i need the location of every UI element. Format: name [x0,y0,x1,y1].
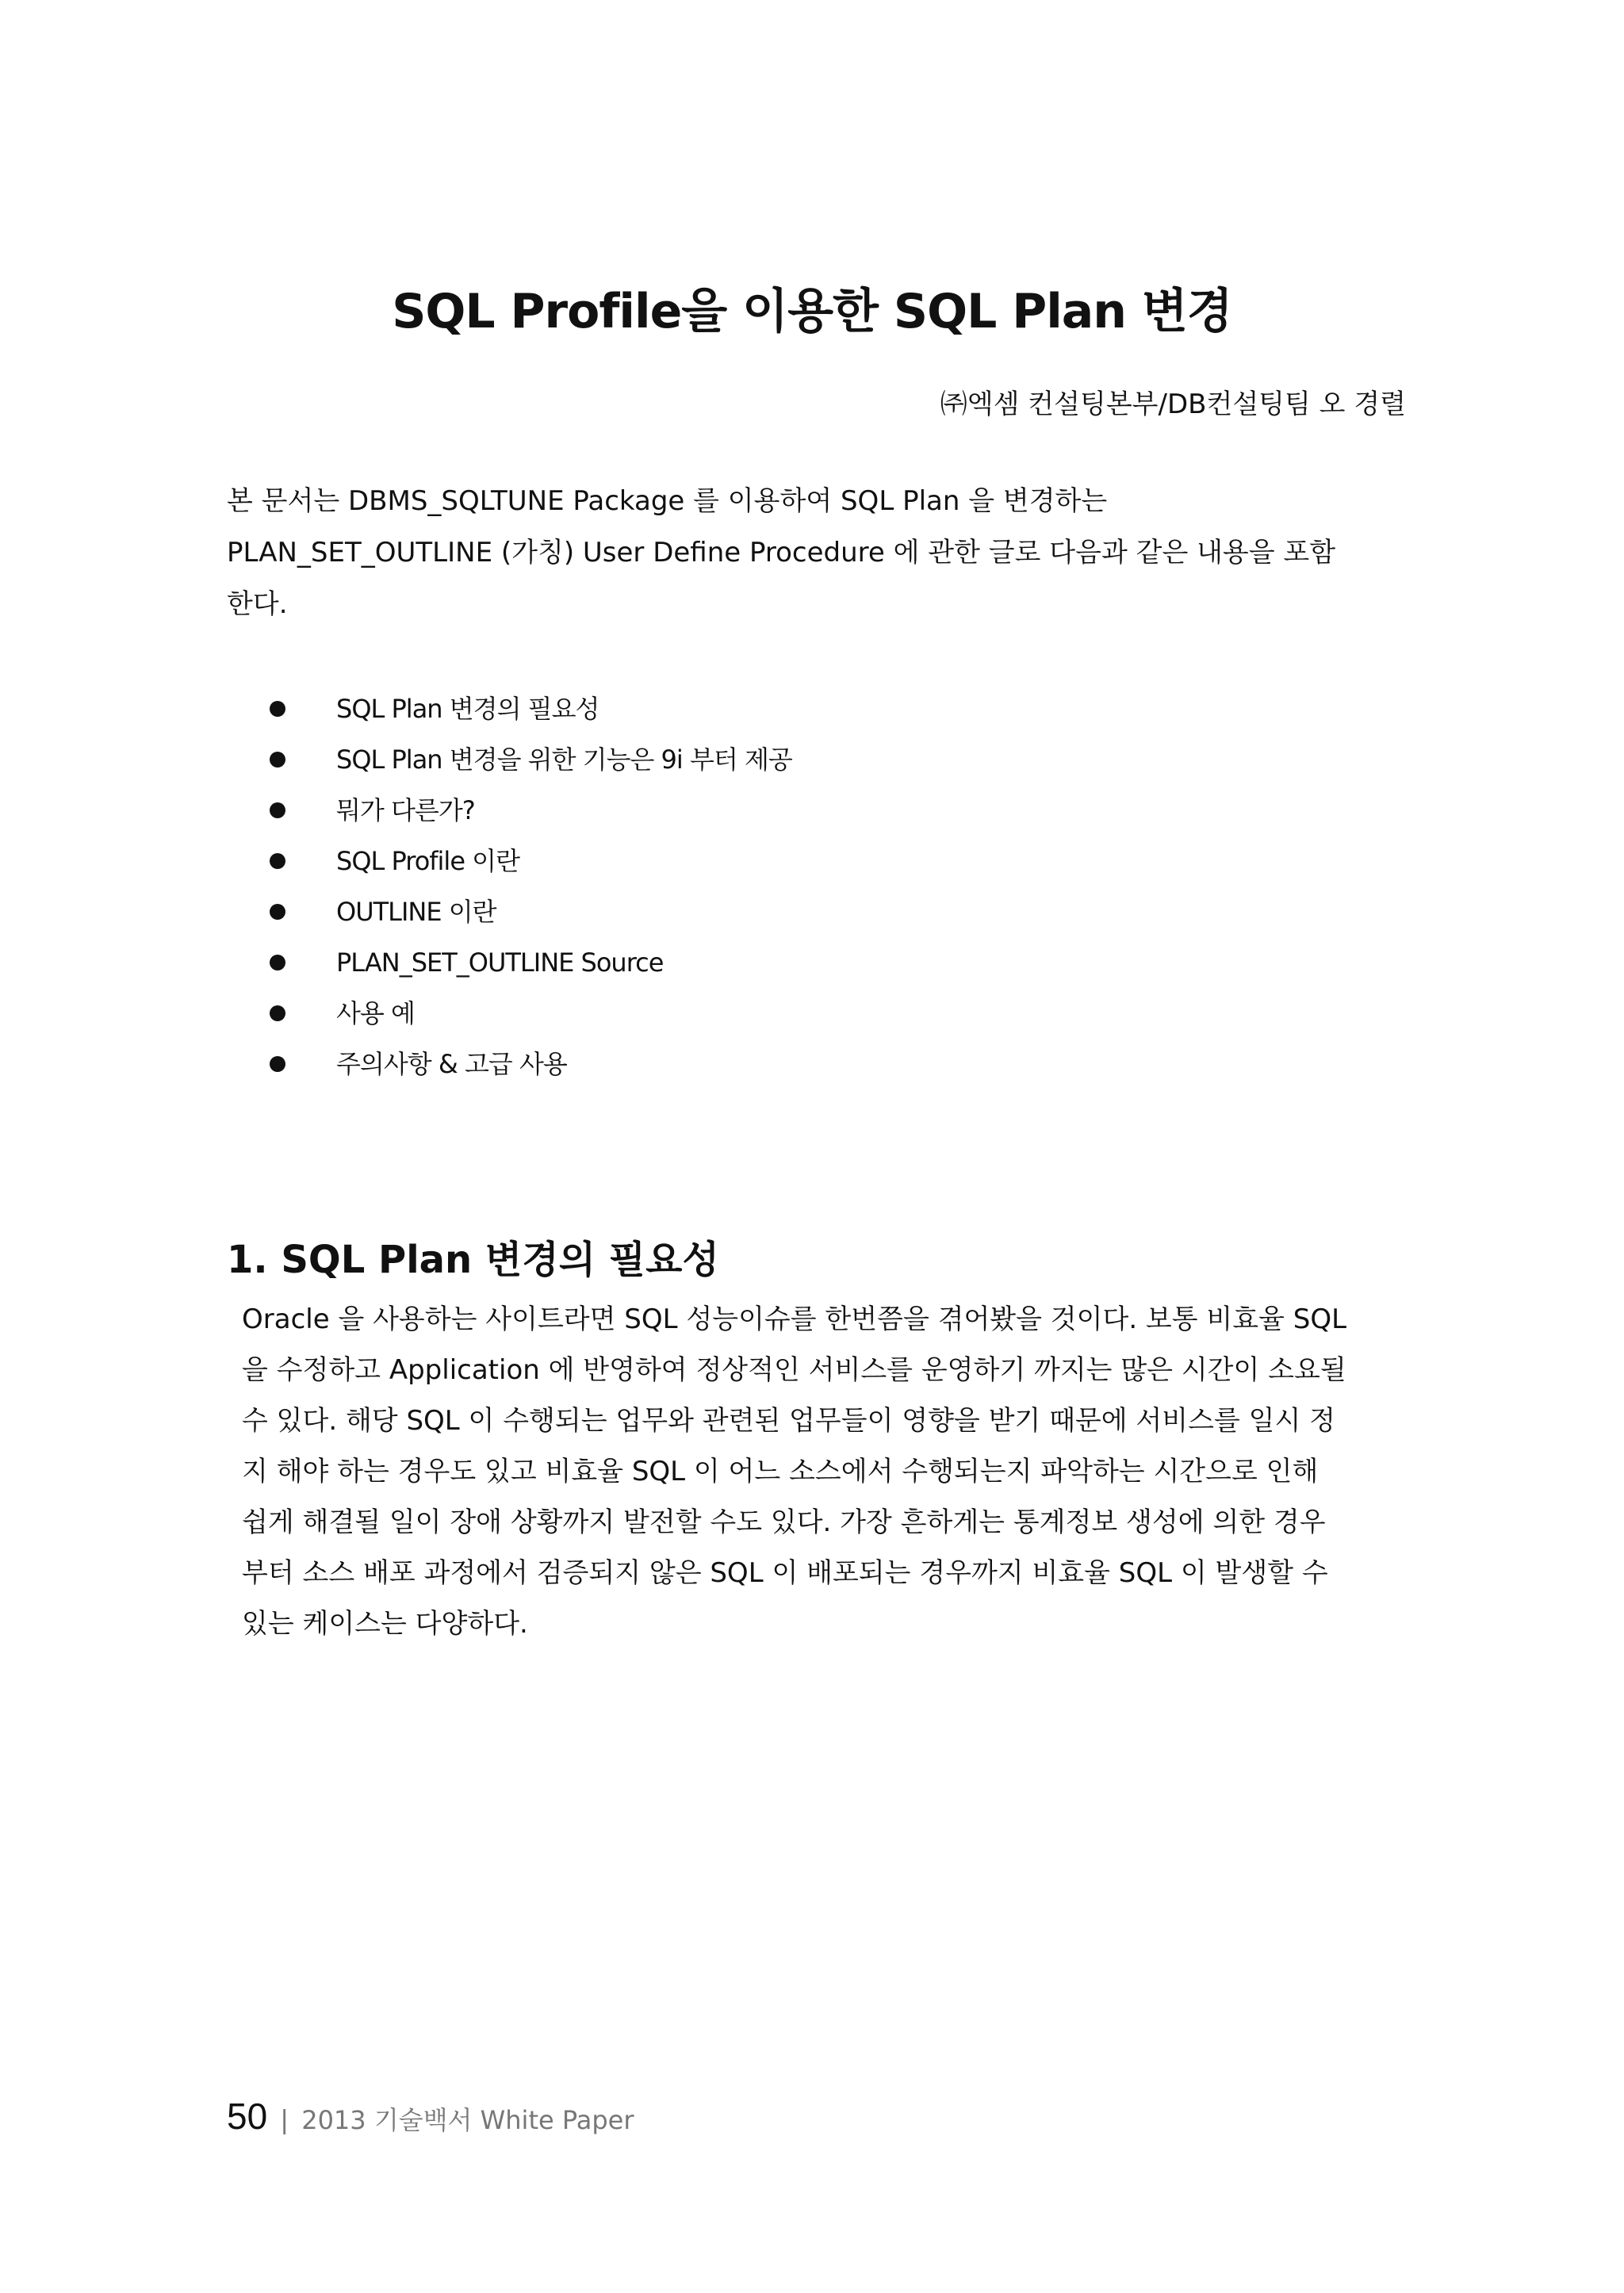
page-number: 50 [227,2096,268,2137]
intro-line: PLAN_SET_OUTLINE (가칭) User Define Procedure 에 관한 글로 다음과 같은 내용을 포함 [227,537,1336,568]
paragraph-line: 있는 케이스는 다양하다. [242,1608,528,1640]
list-item-label: SQL Plan 변경을 위한 기능은 9i 부터 제공 [336,745,792,775]
bullet-icon [270,752,285,768]
bullet-icon [270,904,285,920]
list-item-label: SQL Profile 이란 [336,846,519,876]
section-heading: 1. SQL Plan 변경의 필요성 [227,1238,719,1282]
list-item-label: OUTLINE 이란 [336,897,496,927]
paragraph-line: 을 수정하고 Application 에 반영하여 정상적인 서비스를 운영하기 까지는 많은 시간이 소요될 [242,1354,1346,1386]
document-title: SQL Profile을 이용한 SQL Plan 변경 [392,284,1232,339]
list-item-label: 뭐가 다른가? [336,795,475,825]
bullet-icon [270,701,285,717]
list-item-label: PLAN_SET_OUTLINE Source [336,947,664,978]
paragraph-line: 수 있다. 해당 SQL 이 수행되는 업무와 관련된 업무들이 영향을 받기 때문에 서비스를 일시 정 [242,1405,1335,1437]
paragraph-line: 부터 소스 배포 과정에서 검증되지 않은 SQL 이 배포되는 경우까지 비효율 SQL 이 발생할 수 [242,1557,1328,1589]
list-item-label: 주의사항 & 고급 사용 [336,1049,567,1079]
footer-separator: | [281,2105,289,2135]
bullet-icon [270,853,285,869]
intro-line: 한다. [227,588,288,620]
intro-paragraph [227,476,1416,630]
list-item-label: 사용 예 [336,998,415,1028]
page-footer [227,2095,634,2138]
paragraph-line: Oracle 을 사용하는 사이트라면 SQL 성능이슈를 한번쯤을 겪어봤을 것이다. 보통 비효율 SQL [242,1303,1347,1335]
paragraph-line: 쉽게 해결될 일이 장애 상황까지 발전할 수도 있다. 가장 흔하게는 통계정보 생성에 의한 경우 [242,1506,1326,1538]
bullet-icon [270,1005,285,1021]
author-line: ㈜엑셈 컨설팅본부/DB컨설팅팀 오 경렬 [940,389,1406,420]
footer-title: 2013 기술백서 White Paper [301,2105,634,2135]
bullet-icon [270,1056,285,1072]
bullet-icon [270,802,285,818]
intro-line: 본 문서는 DBMS_SQLTUNE Package 를 이용하여 SQL Plan 을 변경하는 [227,485,1108,517]
bullet-icon [270,955,285,970]
paragraph-line: 지 해야 하는 경우도 있고 비효율 SQL 이 어느 소스에서 수행되는지 파악하는 시간으로 인해 [242,1456,1319,1487]
list-item-label: SQL Plan 변경의 필요성 [336,694,599,724]
section-paragraph [242,1294,1431,1649]
